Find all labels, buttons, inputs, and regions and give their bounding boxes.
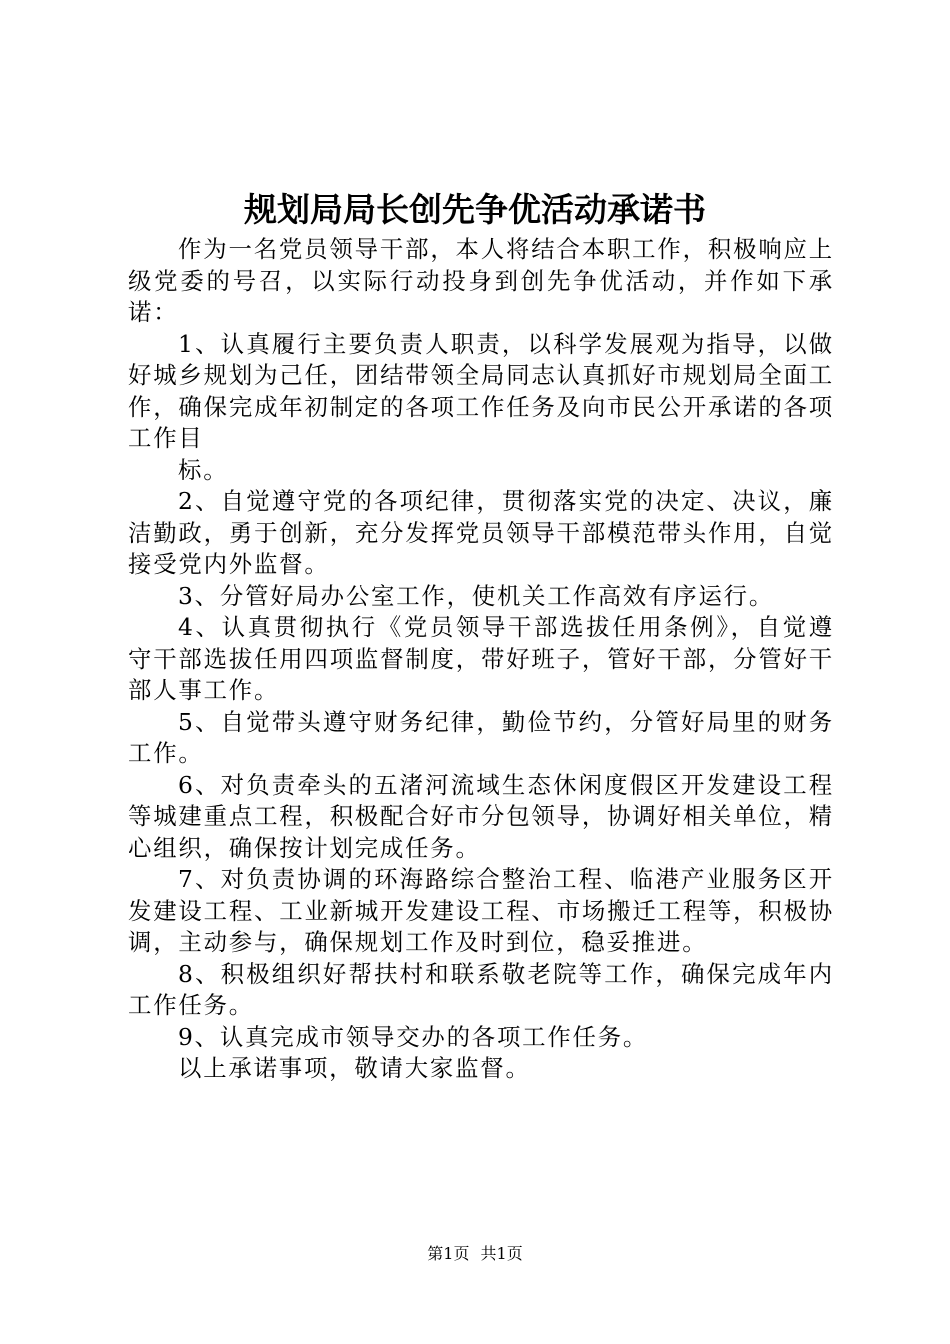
paragraph-closing: 以上承诺事项，敬请大家监督。 xyxy=(178,1054,531,1082)
paragraph-item-1-tail: 标。 xyxy=(178,455,229,484)
paragraph-item-9: 9、认真完成市领导交办的各项工作任务。 xyxy=(178,1022,649,1051)
paragraph-item-2: 2、自觉遵守党的各项纪律，贯彻落实党的决定、决议，廉洁勤政，勇于创新，充分发挥党员领导干部模范带头作用，自觉接受党内外监督。 xyxy=(128,487,834,578)
paragraph-intro: 作为一名党员领导干部，本人将结合本职工作，积极响应上级党委的号召，以实际行动投身到创先争优活动，并作如下承诺： xyxy=(128,235,834,326)
paragraph-item-1: 1、认真履行主要负责人职责，以科学发展观为指导，以做好城乡规划为己任，团结带领全局同志认真抓好市规划局全面工作，确保完成年初制定的各项工作任务及向市民公开承诺的各项工作目 xyxy=(128,329,834,452)
page-footer xyxy=(0,1243,950,1265)
page-number: 第1页 xyxy=(427,1244,470,1263)
page-total: 共1页 xyxy=(480,1244,523,1263)
paragraph-item-8: 8、积极组织好帮扶村和联系敬老院等工作，确保完成年内工作任务。 xyxy=(128,959,834,1019)
paragraph-item-7: 7、对负责协调的环海路综合整治工程、临港产业服务区开发建设工程、工业新城开发建设工程、市场搬迁工程等，积极协调，主动参与，确保规划工作及时到位，稳妥推进。 xyxy=(128,865,834,956)
paragraph-item-4: 4、认真贯彻执行《党员领导干部选拔任用条例》，自觉遵守干部选拔任用四项监督制度，带好班子，管好干部，分管好干部人事工作。 xyxy=(128,613,834,704)
paragraph-item-6: 6、对负责牵头的五渚河流域生态休闲度假区开发建设工程等城建重点工程，积极配合好市分包领导，协调好相关单位，精心组织，确保按计划完成任务。 xyxy=(128,770,834,862)
paragraph-item-5: 5、自觉带头遵守财务纪律，勤俭节约，分管好局里的财务工作。 xyxy=(128,707,834,767)
paragraph-item-3: 3、分管好局办公室工作，使机关工作高效有序运行。 xyxy=(178,581,775,610)
document-body xyxy=(128,234,834,1085)
document-title: 规划局局长创先争优活动承诺书 xyxy=(244,190,706,229)
